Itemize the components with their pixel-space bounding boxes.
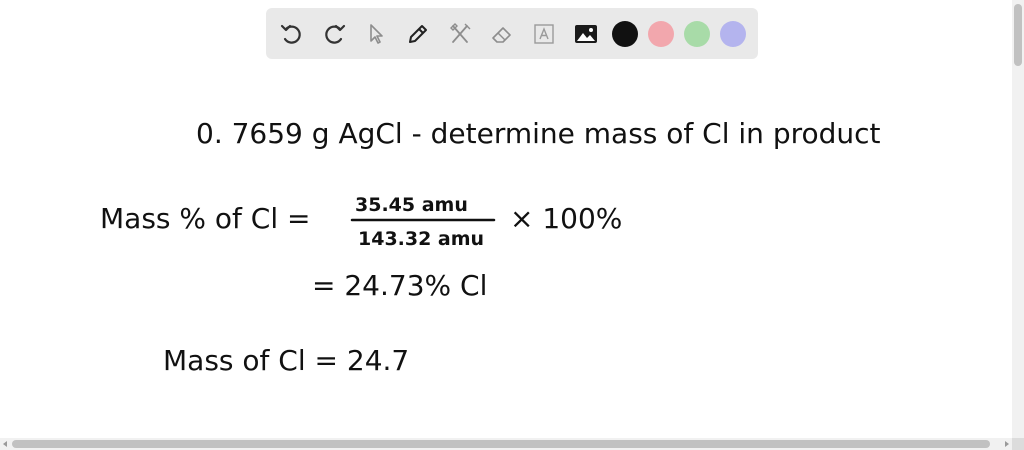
horizontal-scrollbar-thumb[interactable] [12,440,990,448]
fraction-numerator: 35.45 amu [355,194,468,216]
fraction-denominator: 143.32 amu [358,228,485,250]
vertical-scrollbar-thumb[interactable] [1014,4,1022,66]
scroll-left-arrow-icon[interactable] [3,441,7,447]
problem-statement: 0. 7659 g AgCl - determine mass of Cl in product [196,117,881,150]
scroll-right-arrow-icon[interactable] [1005,441,1009,447]
multiplier: × 100% [510,202,623,235]
mass-percent-label: Mass % of Cl = [100,202,311,235]
vertical-scrollbar[interactable] [1012,0,1024,438]
horizontal-scrollbar[interactable] [0,438,1012,450]
percent-result: = 24.73% Cl [312,269,488,302]
scrollbar-corner [1012,438,1024,450]
mass-of-cl-line: Mass of Cl = 24.7 [163,344,410,377]
